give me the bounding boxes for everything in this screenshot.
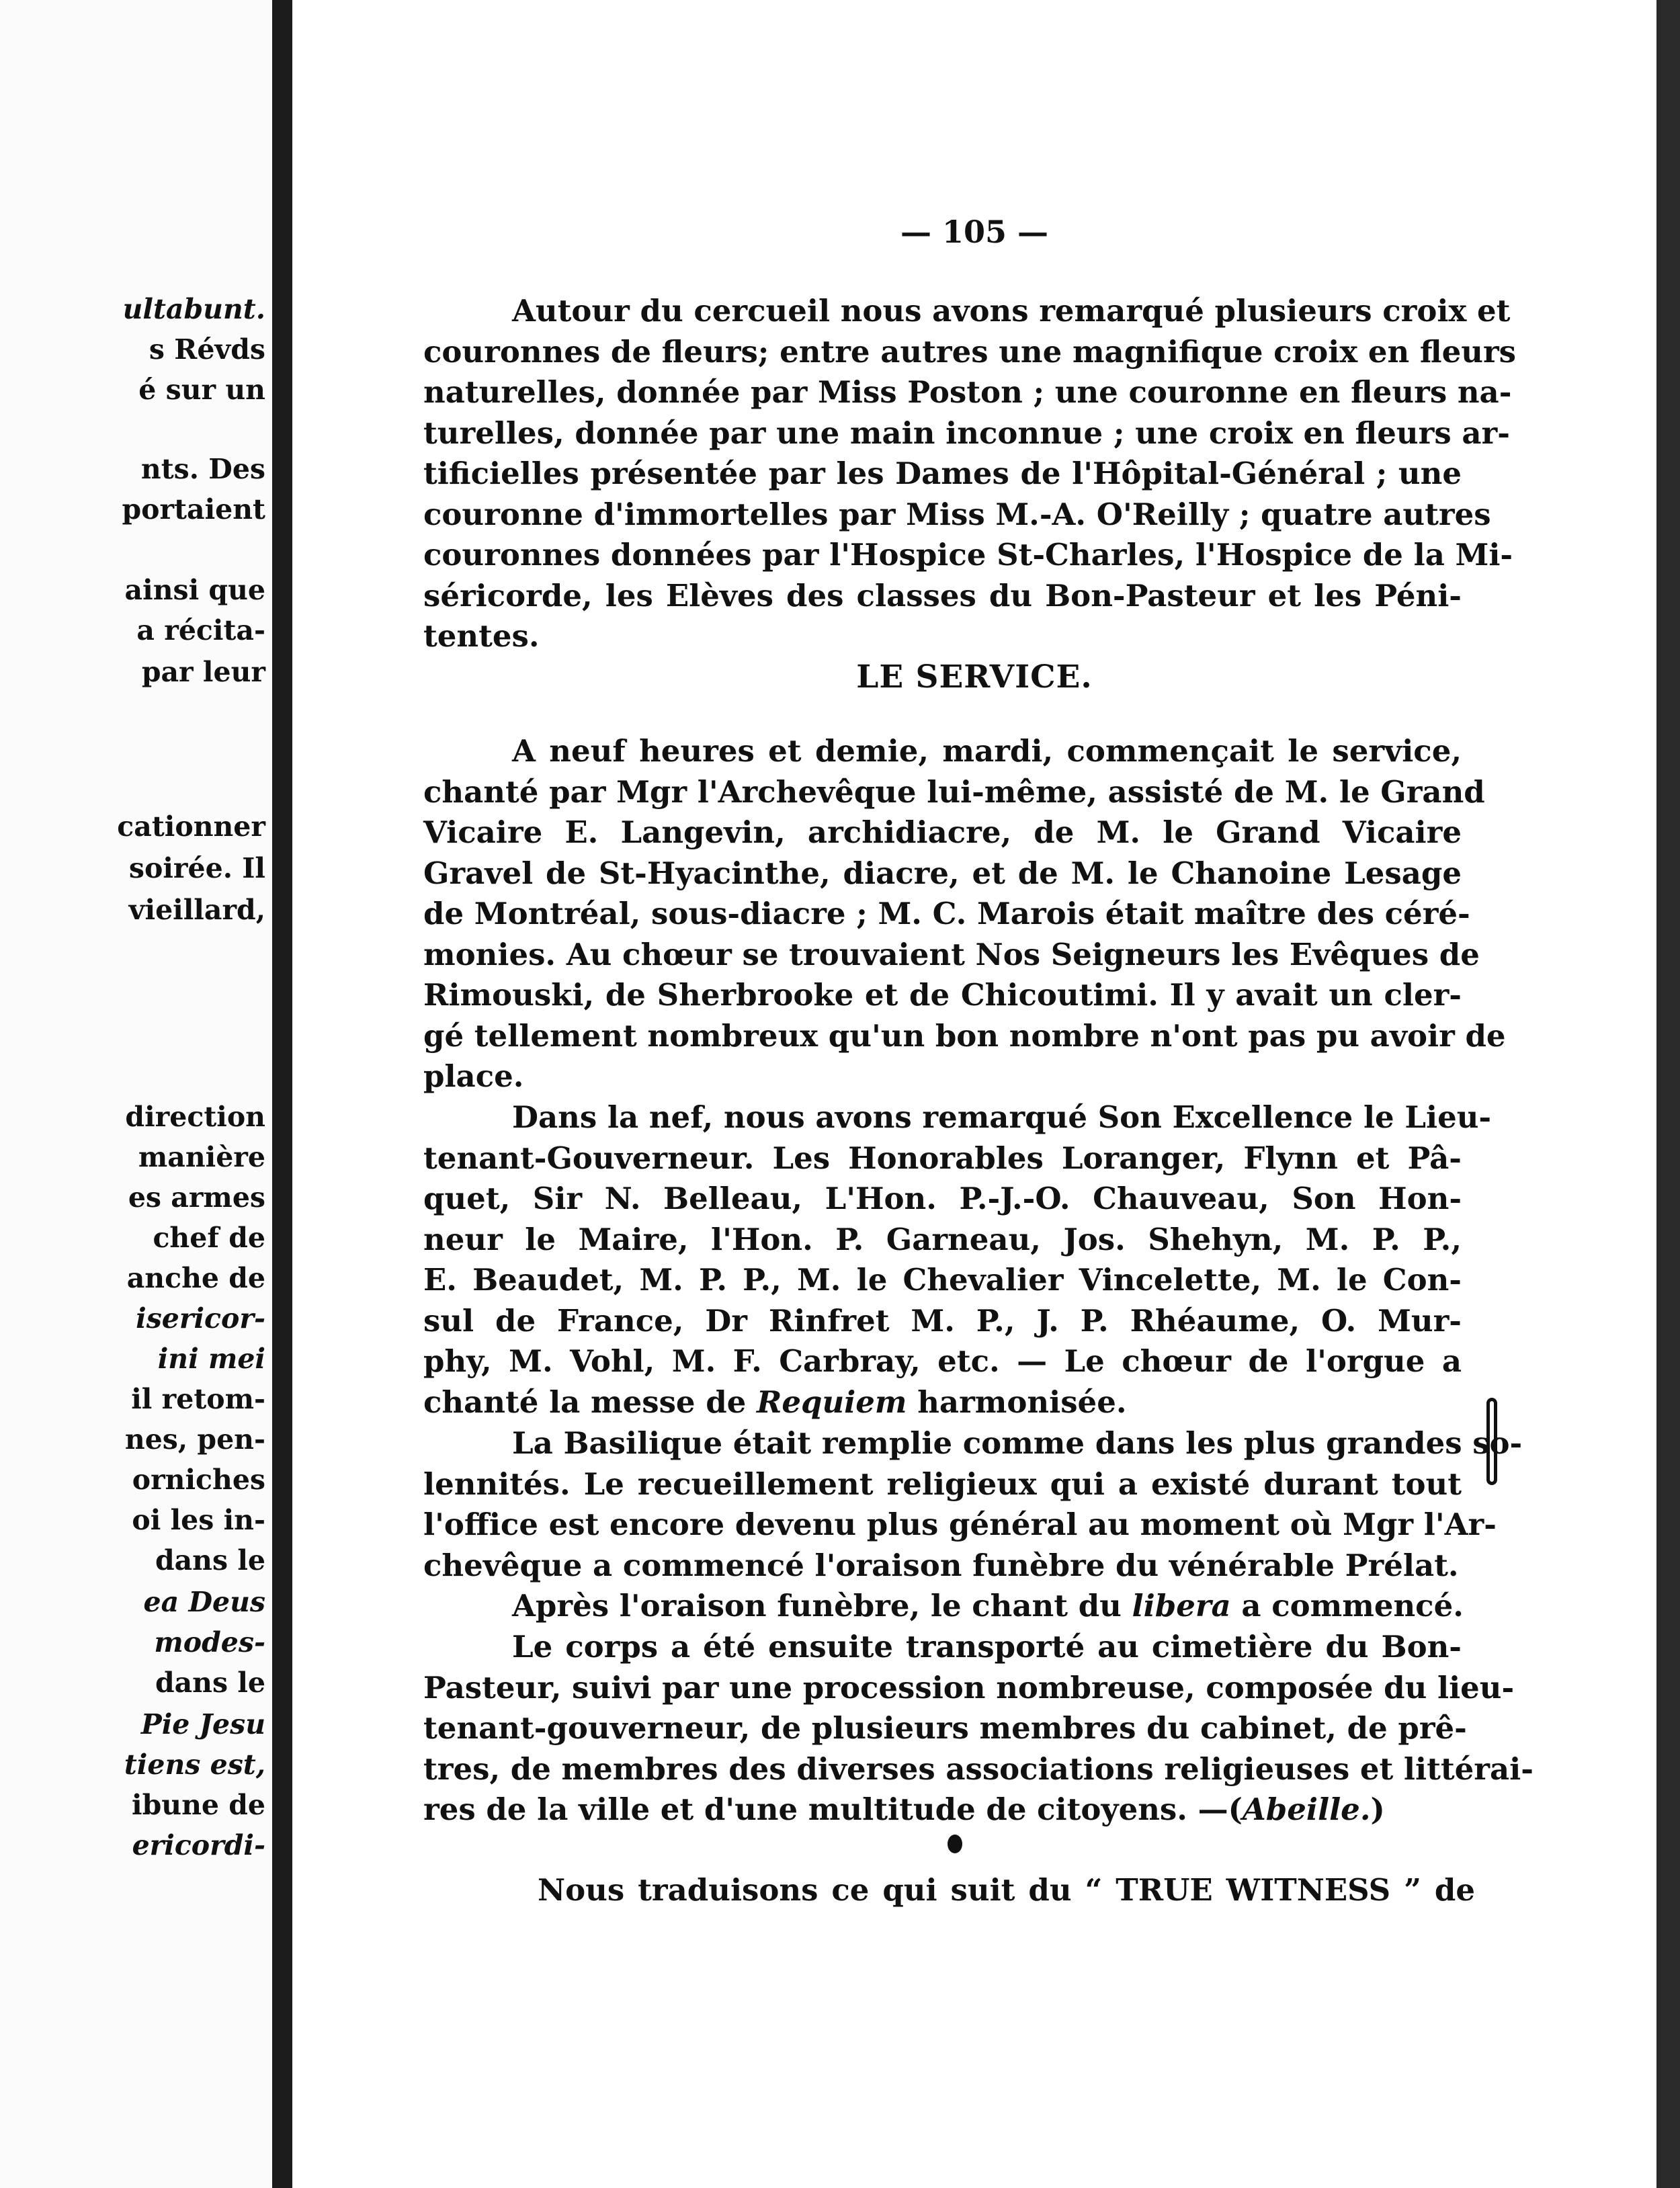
paragraph-2-line: Rimouski, de Sherbrooke et de Chicoutimi. Il y avait un cler- (423, 977, 1462, 1013)
left-page-line: manière (138, 1141, 265, 1173)
italic-span: libera (1132, 1588, 1231, 1624)
paragraph-5-line (512, 1588, 1464, 1624)
paragraph-2-line: place. (423, 1058, 524, 1094)
paragraph-2-line: de Montréal, sous-diacre ; M. C. Marois était maître des céré- (423, 896, 1470, 931)
paragraph-2-line: gé tellement nombreux qu'un bon nombre n'ont pas pu avoir de (423, 1017, 1506, 1054)
left-page-line: oi les in- (132, 1504, 265, 1536)
left-page-line: dans le (155, 1544, 265, 1576)
left-page-line: ini mei (157, 1343, 265, 1375)
paragraph-3-line: neur le Maire, l'Hon. P. Garneau, Jos. Shehyn, M. P. P., (423, 1221, 1462, 1257)
italic-span: Abeille. (1242, 1792, 1371, 1827)
paragraph-4-line: l'office est encore devenu plus général au moment où Mgr l'Ar- (423, 1507, 1497, 1542)
left-page-line: es armes (128, 1181, 265, 1214)
left-page-line: é sur un (138, 374, 265, 406)
left-page-line: direction (125, 1101, 265, 1133)
paragraph-1-line: Autour du cercueil nous avons remarqué plusieurs croix et (512, 293, 1511, 329)
paragraph-1-line: turelles, donnée par une main inconnue ; une croix en fleurs ar- (423, 415, 1510, 451)
left-page-line: a récita- (136, 614, 265, 646)
bullet-mark (948, 1835, 962, 1853)
left-page-line: soirée. Il (128, 852, 265, 884)
paragraph-2-line: chanté par Mgr l'Archevêque lui-même, assisté de M. le Grand (423, 773, 1485, 810)
left-page-line: ibune de (132, 1789, 265, 1821)
paragraph-2-line: A neuf heures et demie, mardi, commençait le service, (512, 733, 1462, 769)
left-page-line: il retom- (131, 1383, 265, 1415)
left-page-line: anche de (126, 1262, 265, 1294)
text-span: a commencé. (1230, 1588, 1464, 1624)
left-page-line: ainsi que (124, 574, 265, 606)
paragraph-2-line: monies. Au chœur se trouvaient Nos Seigneurs les Evêques de (423, 936, 1480, 972)
text-span: ) (1370, 1792, 1385, 1827)
left-page-line: tiens est, (124, 1749, 265, 1781)
paragraph-7-line: Nous traduisons ce qui suit du “ TRUE WITNESS ” de (538, 1872, 1475, 1908)
paragraph-1-line: couronnes de fleurs; entre autres une magnifique croix en fleurs (423, 333, 1517, 370)
paragraph-1-line: tificielles présentée par les Dames de l'Hôpital-Général ; une (423, 456, 1462, 491)
paragraph-2-line: Vicaire E. Langevin, archidiacre, de M. le Grand Vicaire (423, 814, 1462, 850)
text-span: Après l'oraison funèbre, le chant du (512, 1588, 1132, 1624)
paragraph-1-line: séricorde, les Elèves des classes du Bon-Pasteur et les Péni- (423, 577, 1462, 614)
text-span: chanté la messe de (423, 1384, 757, 1420)
text-span: harmonisée. (907, 1384, 1127, 1420)
italic-span: Requiem (756, 1384, 907, 1420)
paragraph-6-line: Pasteur, suivi par une procession nombreuse, composée du lieu- (423, 1669, 1515, 1706)
left-page-line: nts. Des (140, 453, 265, 485)
left-page-line: isericor- (136, 1302, 265, 1335)
left-page-line: Pie Jesu (140, 1708, 265, 1740)
section-heading: LE SERVICE. (856, 659, 1093, 696)
left-page-line: ea Deus (143, 1586, 265, 1618)
left-page-line: dans le (155, 1667, 265, 1699)
paragraph-4-line: La Basilique était remplie comme dans les plus grandes so- (512, 1425, 1523, 1461)
paragraph-1-line: tentes. (423, 618, 540, 654)
paragraph-1-line: naturelles, donnée par Miss Poston ; une couronne en fleurs na- (423, 374, 1512, 410)
left-page-line: cationner (117, 810, 265, 843)
paragraph-4-line: lennités. Le recueillement religieux qui a existé durant tout (423, 1466, 1462, 1502)
paragraph-6-line (423, 1792, 1462, 1827)
paragraph-2-line: Gravel de St-Hyacinthe, diacre, et de M. le Chanoine Lesage (423, 855, 1462, 891)
paragraph-3-line: phy, M. Vohl, M. F. Carbray, etc. — Le chœur de l'orgue a (423, 1343, 1462, 1379)
paragraph-3-line: tenant-Gouverneur. Les Honorables Loranger, Flynn et Pâ- (423, 1140, 1462, 1176)
paragraph-3-line: sul de France, Dr Rinfret M. P., J. P. Rhéaume, O. Mur- (423, 1302, 1462, 1339)
paragraph-6-line: Le corps a été ensuite transporté au cimetière du Bon- (512, 1629, 1462, 1665)
paragraph-1-line: couronnes données par l'Hospice St-Charles, l'Hospice de la Mi- (423, 537, 1513, 573)
left-page-line: s Révds (149, 333, 265, 366)
paragraph-3-line: quet, Sir N. Belleau, L'Hon. P.-J.-O. Chauveau, Son Hon- (423, 1181, 1462, 1216)
left-page-line: chef de (153, 1222, 265, 1254)
left-page-line: nes, pen- (124, 1423, 265, 1456)
left-facing-page (0, 0, 272, 2188)
left-page-line: ericordi- (132, 1829, 265, 1861)
paragraph-3-line (423, 1384, 1462, 1420)
left-page-line: ultabunt. (122, 293, 265, 325)
book-gutter (272, 0, 292, 2188)
text-span: res de la ville et d'une multitude de citoyens. —( (423, 1792, 1243, 1827)
paragraph-6-line: tenant-gouverneur, de plusieurs membres du cabinet, de prê- (423, 1710, 1467, 1746)
left-page-line: portaient (122, 493, 265, 525)
page-edge (1656, 0, 1680, 2188)
paragraph-3-line: Dans la nef, nous avons remarqué Son Excellence le Lieu- (512, 1099, 1492, 1135)
left-page-line: orniches (132, 1464, 265, 1496)
left-page-line: par leur (141, 656, 265, 688)
paragraph-3-line: E. Beaudet, M. P. P., M. le Chevalier Vincelette, M. le Con- (423, 1262, 1462, 1298)
paragraph-1-line: couronne d'immortelles par Miss M.-A. O'Reilly ; quatre autres (423, 496, 1491, 532)
paragraph-4-line: chevêque a commencé l'oraison funèbre du vénérable Prélat. (423, 1547, 1459, 1583)
left-page-line: vieillard, (128, 894, 265, 926)
left-page-line: modes- (154, 1626, 265, 1658)
page-number: — 105 — (900, 214, 1049, 250)
paragraph-6-line: tres, de membres des diverses associations religieuses et littérai- (423, 1751, 1534, 1787)
